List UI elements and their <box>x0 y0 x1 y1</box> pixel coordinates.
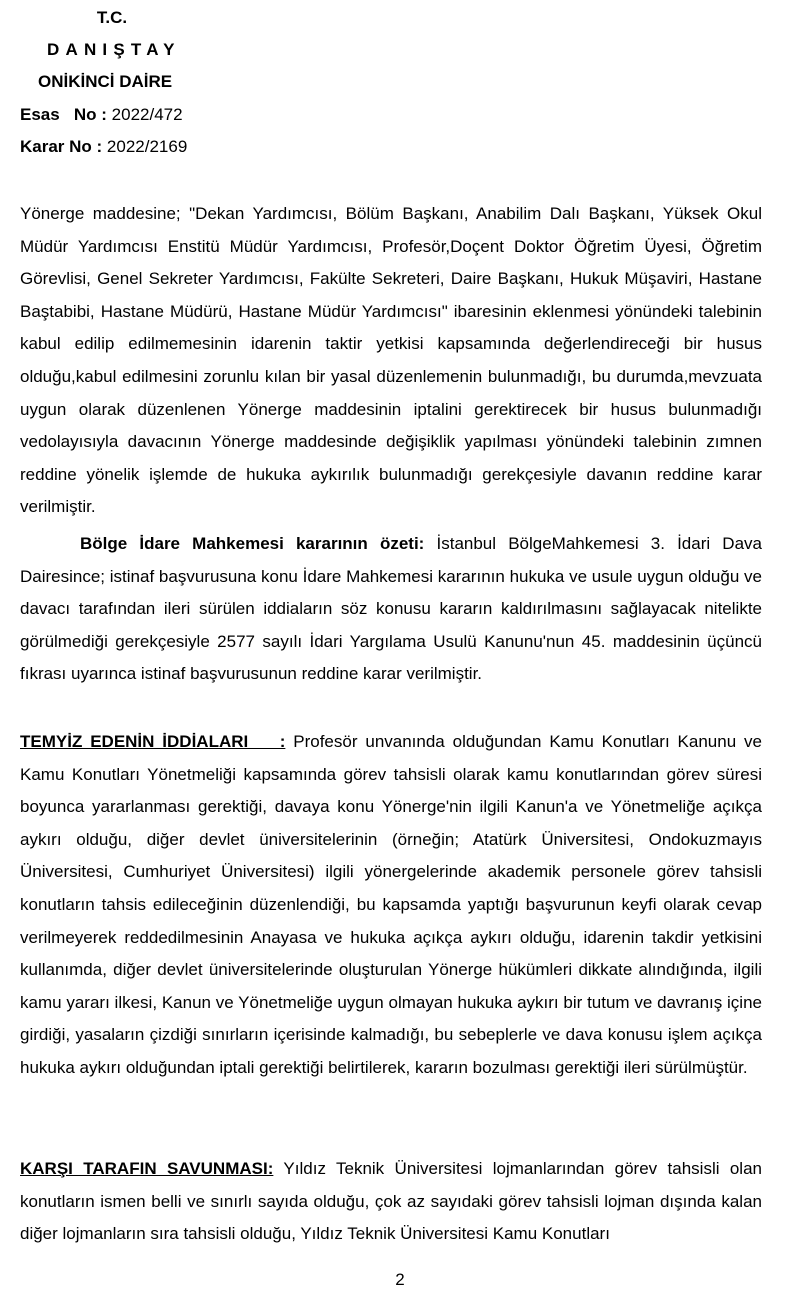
paragraph-defense <box>20 1153 762 1251</box>
appellant-claims-heading: TEMYİZ EDENİN İDDİALARI : <box>20 732 286 751</box>
esas-number <box>20 105 183 125</box>
esas-value: 2022/472 <box>111 105 183 124</box>
regional-court-heading: Bölge İdare Mahkemesi kararının özeti: <box>80 534 425 553</box>
esas-label: Esas No : <box>20 105 107 124</box>
court-name: DANIŞTAY <box>47 40 181 59</box>
karar-value: 2022/2169 <box>106 137 188 156</box>
paragraph-regional-court-summary <box>20 528 762 691</box>
paragraph-appellant-claims <box>20 726 762 1085</box>
defense-heading: KARŞI TARAFIN SAVUNMASI: <box>20 1159 274 1178</box>
chamber-name: ONİKİNCİ DAİRE <box>38 72 173 91</box>
regional-court-text: İstanbul BölgeMahkemesi 3. İdari Dava Dairesince; istinaf başvurusuna konu İdare Mahkemesi kararının hukuka ve usule uygun olduğu ve davacı tarafından ileri sürülen iddiaların söz konusu kararın kaldırılmasını sağlayacak nitelikte görülmediği gerekçesiyle 2577 sayılı İdari Yargılama Usulü Kanunu'nun 45. maddesinin üçüncü fıkrası uyarınca istinaf başvurusunun reddine karar verilmiştir. <box>20 534 762 684</box>
paragraph-first-instance-summary: Yönerge maddesine; "Dekan Yardımcısı, Bölüm Başkanı, Anabilim Dalı Başkanı, Yüksek Okul Müdür Yardımcısı Enstitü Müdür Yardımcısı, Profesör,Doçent Doktor Öğretim Üyesi, Öğretim Görevlisi, Genel Sekreter Yardımcısı, Fakülte Sekreteri, Daire Başkanı, Hukuk Müşaviri, Hastane Baştabibi, Hastane Müdürü, Hastane Müdür Yardımcısı" ibaresinin eklenmesi yönündeki talebinin kabul edilip edilmemesinin idarenin taktir yetkisi kapsamında değerlendireceği bir husus olduğu,kabul edilmesini zorunlu kılan bir yasal düzenlemenin bulunmadığı, bu durumda,mevzuata uygun olarak düzenlenen Yönerge maddesinin iptalini gerektirecek bir husus bulunmadığı vedolayısıyla davacının Yönerge maddesinde değişiklik yapılması yönündeki talebinin zımnen reddine yönelik işlemde de hukuka aykırılık bulunmadığı gerekçesiyle davanın reddine karar verilmiştir. <box>20 204 762 517</box>
defense-text: Yıldız Teknik Üniversitesi lojmanlarından görev tahsisli olan konutların ismen belli ve sınırlı sayıda olduğu, çok az sayıdaki görev tahsisli lojman dışında kalan diğer lojmanların sıra tahsisli olduğu, Yıldız Teknik Üniversitesi Kamu Konutları <box>20 1159 762 1244</box>
appellant-claims-text: Profesör unvanında olduğundan Kamu Konutları Kanunu ve Kamu Konutları Yönetmeliği kapsamında görev tahsisli olarak kamu konutlarından görev süresi boyunca yararlanması gerektiği, davaya konu Yönerge'nin ilgili Kanun'a ve Yönetmeliğe açıkça aykırı olduğu, diğer devlet üniversitelerinin (örneğin; Atatürk Üniversitesi, Ondokuzmayıs Üniversitesi, Cumhuriyet Üniversitesi) ilgili yönergelerinde akademik personele görev tahsisli konutların tahsis edileceğinin düzenlendiği, bu kapsamda yaptığı başvurunun keyfi olarak cevap verilmeyerek reddedilmesinin Anayasa ve hukuka açıkça aykırı olduğu, idarenin takdir yetkisini kullanımda, diğer devlet üniversitelerinde oluşturulan Yönerge hükümleri dikkate alındığında, ilgili kamu yararı ilkesi, Kanun ve Yönetmeliğe uygun olmayan hukuka aykırı bir tutum ve davranış içine girdiği, yasaların çizdiği sınırların içerisinde kalmadığı, bu sebeplerle ve dava konusu işlem açıkça hukuka aykırı olduğundan iptali gerektiği belirtilerek, kararın bozulması gerektiği ileri sürülmüştür. <box>20 732 762 1077</box>
karar-label: Karar No : <box>20 137 103 156</box>
tc-heading: T.C. <box>96 8 128 27</box>
page-number: 2 <box>395 1270 405 1289</box>
karar-number <box>20 137 187 157</box>
